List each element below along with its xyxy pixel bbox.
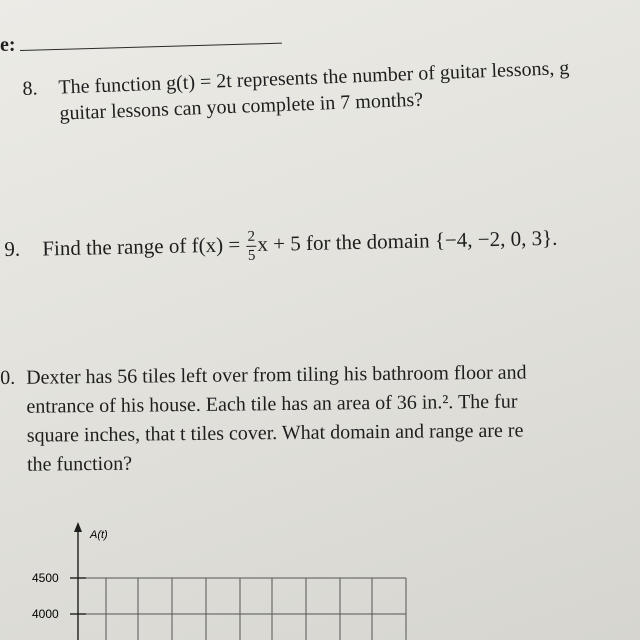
grid <box>78 578 406 640</box>
y-axis-arrow-icon <box>74 522 82 532</box>
y-tick-label-4500: 4500 <box>32 571 59 585</box>
question-8-number: 8. <box>22 77 38 100</box>
question-9-suffix: x + 5 for the domain {−4, −2, 0, 3}. <box>257 225 558 257</box>
question-9-number: 9. <box>4 236 21 262</box>
y-axis-label: A(t) <box>90 529 108 541</box>
question-10-line-1: Dexter has 56 tiles left over from tiling his bathroom floor and <box>26 361 527 389</box>
question-10-line-3: square inches, that t tiles cover. What domain and range are re <box>26 419 524 447</box>
question-8-line-1: The function g(t) = 2t represents the number of guitar lessons, g <box>58 56 570 99</box>
name-label: e: <box>0 34 16 56</box>
question-10-line-4: the function? <box>26 452 133 476</box>
fraction-denominator: 5 <box>247 247 256 264</box>
question-9-prefix: Find the range of f(x) = <box>42 232 246 261</box>
question-10-line-2: entrance of his house. Each tile has an area of 36 in.². The fur <box>26 390 518 418</box>
question-10-number: 0. <box>0 366 16 389</box>
y-tick-label-4000: 4000 <box>32 607 59 621</box>
question-8-line-2: guitar lessons can you complete in 7 months? <box>59 88 424 125</box>
fraction-numerator: 2 <box>247 228 256 245</box>
